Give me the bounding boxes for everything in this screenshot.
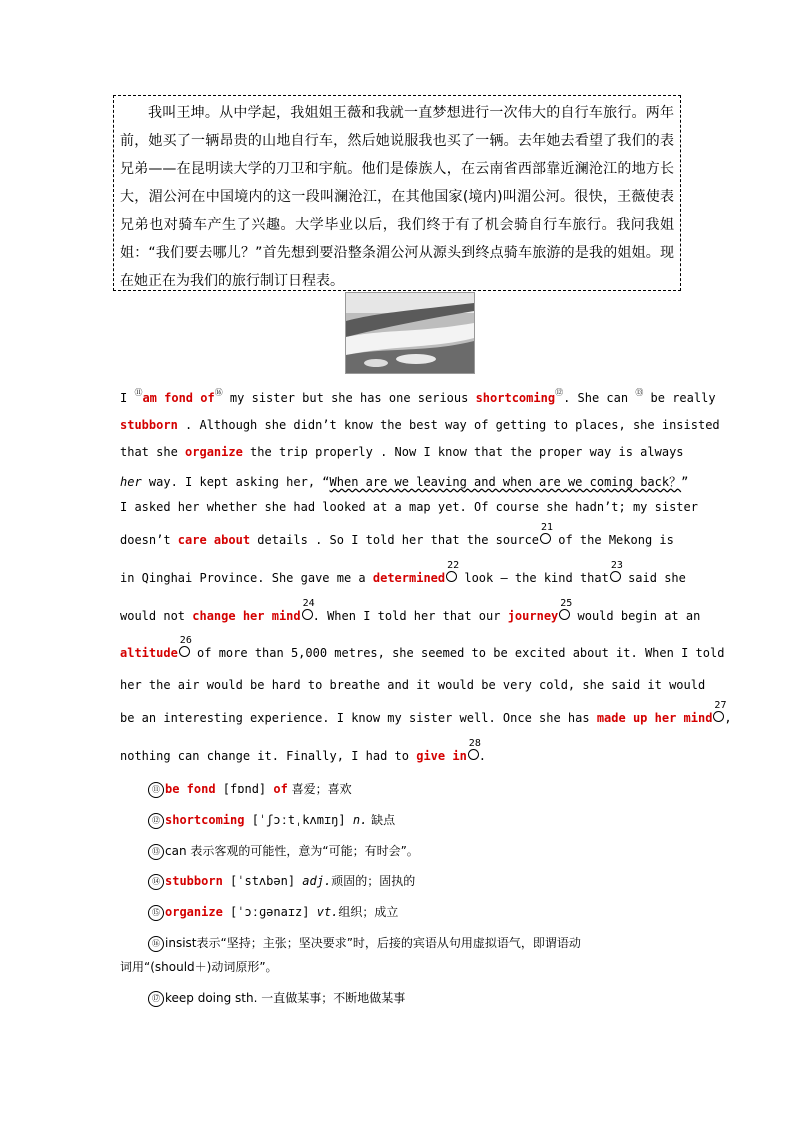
note-14: ⑭ stubborn [ˈstʌbən] adj.顽固的；固执的 (148, 872, 415, 890)
note-marker-27: 27 (713, 711, 724, 722)
passage-line-2: stubborn . Although she didn’t know the best way of getting to places, she insisted (120, 418, 720, 432)
passage-line-1: I ⑪am fond of⑯ my sister but she has one serious shortcoming⑫. She can ⑬ be really (120, 388, 716, 405)
note-17: ⑰ keep doing sth. 一直做某事；不断地做某事 (148, 989, 405, 1007)
note-15: ⑮ organize [ˈɔːɡənaɪz] vt.组织；成立 (148, 903, 398, 921)
passage-line-8: would not change her mind 24 . When I told her that our journey 25 would begin at an (120, 598, 701, 623)
passage-line-9: altitude 26 of more than 5,000 metres, she seemed to be excited about it. When I told (120, 635, 725, 660)
passage-line-3: that she organize the trip properly . Now I know that the proper way is always (120, 445, 684, 459)
passage-line-11: be an interesting experience. I know my sister well. Once she has made up her mind 27 , (120, 700, 732, 725)
note-marker-24: 24 (302, 609, 313, 620)
note-11: ⑪ be fond [fɒnd] of 喜爱；喜欢 (148, 780, 352, 798)
passage-line-7: in Qinghai Province. She gave me a determined 22 look — the kind that 23 said she (120, 560, 686, 585)
passage-line-6: doesn’t care about details . So I told her that the source 21 of the Mekong is (120, 522, 674, 547)
note-marker-22: 22 (446, 571, 457, 582)
passage-line-5: I asked her whether she had looked at a map yet. Of course she hadn’t; my sister (120, 500, 698, 514)
note-marker-26: 26 (179, 646, 190, 657)
note-marker-21: 21 (540, 533, 551, 544)
chinese-paragraph: 我叫王坤。从中学起，我姐姐王薇和我就一直梦想进行一次伟大的自行车旅行。两年前，她买了一辆昂贵的山地自行车，然后她说服我也买了一辆。去年她去看望了我们的表兄弟——在昆明读大学的刀卫和宇航。他们是傣族人，在云南省西部靠近澜沧江的地方长大，湄公河在中国境内的这一段叫澜沧江，在其他国家(境内)叫湄公河。很快，王薇使表兄弟也对骑车产生了兴趣。大学毕业以后，我们终于有了机会骑自行车旅行。我问我姐姐：“我们要去哪儿？”首先想到要沿整条湄公河从源头到终点骑车旅游的是我的姐姐。现在她正在为我们的旅行制订日程表。 (120, 105, 674, 289)
note-16-continued: 词用“(should＋)动词原形”。 (120, 960, 278, 974)
note-marker-25: 25 (559, 609, 570, 620)
river-image-icon (346, 293, 474, 373)
note-12: ⑫ shortcoming [ˈʃɔːtˌkʌmɪŋ] n. 缺点 (148, 811, 395, 829)
note-marker-23: 23 (610, 571, 621, 582)
note-marker-28: 28 (468, 749, 479, 760)
note-13: ⑬ can 表示客观的可能性，意为“可能；有时会”。 (148, 842, 419, 860)
passage-line-4: her way. I kept asking her, “When are we leaving and when are we coming back？” (120, 475, 689, 489)
passage-line-12: nothing can change it. Finally, I had to give in 28 . (120, 738, 487, 763)
note-16: ⑯ insist表示“坚持；主张；坚决要求”时，后接的宾语从句用虚拟语气，即谓语动 (148, 934, 581, 952)
chinese-passage-box (113, 95, 681, 291)
passage-line-10: her the air would be hard to breathe and it would be very cold, she said it would (120, 678, 706, 692)
river-photo (345, 292, 475, 374)
